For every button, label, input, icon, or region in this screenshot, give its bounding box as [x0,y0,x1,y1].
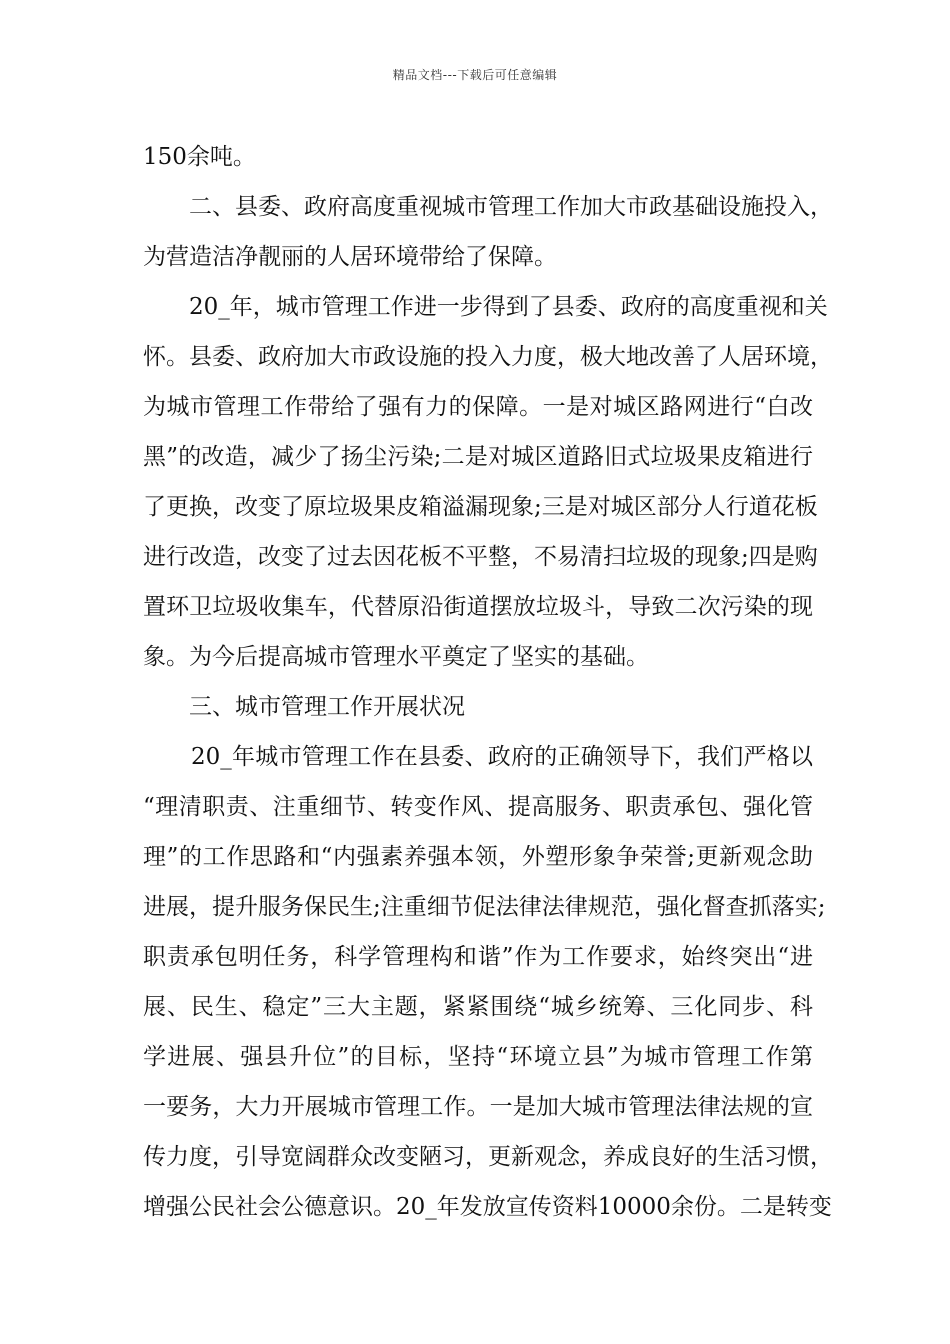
paragraph-line: 20_年城市管理工作在县委、政府的正确领导下，我们严格以 [191,744,813,770]
paragraph-line: 了更换，改变了原垃圾果皮箱溢漏现象;三是对城区部分人行道花板 [143,494,818,520]
paragraph-line: 150余吨。 [143,144,256,170]
paragraph-line: 理”的工作思路和“内强素养强本领，外塑形象争荣誉;更新观念助 [143,844,813,870]
paragraph-line: 传力度，引导宽阔群众改变陋习，更新观念，养成良好的生活习惯， [143,1144,833,1170]
paragraph-line: 学进展、强县升位”的目标，坚持“环境立县”为城市管理工作第 [143,1044,813,1070]
paragraph-line: 20_年，城市管理工作进一步得到了县委、政府的高度重视和关 [189,294,828,320]
paragraph-line: 黑”的改造，减少了扬尘污染;二是对城区道路旧式垃圾果皮箱进行 [143,444,813,470]
paragraph-line: 象。为今后提高城市管理水平奠定了坚实的基础。 [143,644,649,670]
paragraph-line: 为营造洁净靓丽的人居环境带给了保障。 [143,244,557,270]
document-body [143,132,833,1232]
paragraph-line: 增强公民社会公德意识。20_年发放宣传资料10000余份。二是转变 [143,1194,832,1220]
paragraph-line: 为城市管理工作带给了强有力的保障。一是对城区路网进行“白改 [143,394,813,420]
paragraph-line: 怀。县委、政府加大市政设施的投入力度，极大地改善了人居环境， [143,344,833,370]
paragraph-line: 一要务，大力开展城市管理工作。一是加大城市管理法律法规的宣 [143,1094,813,1120]
paragraph-line: 进行改造，改变了过去因花板不平整，不易清扫垃圾的现象;四是购 [143,544,818,570]
paragraph-line: 二、县委、政府高度重视城市管理工作加大市政基础设施投入， [189,194,833,220]
paragraph-line: 展、民生、稳定”三大主题，紧紧围绕“城乡统筹、三化同步、科 [143,994,813,1020]
paragraph-line: 职责承包明任务，科学管理构和谐”作为工作要求，始终突出“进 [143,944,813,970]
page-header: 精品文档---下载后可任意编辑 [392,68,558,82]
paragraph-line: 三、城市管理工作开展状况 [189,694,465,720]
paragraph-line: “理清职责、注重细节、转变作风、提高服务、职责承包、强化管 [143,794,813,820]
paragraph-line: 置环卫垃圾收集车，代替原沿街道摆放垃圾斗，导致二次污染的现 [143,594,813,620]
paragraph-line: 进展，提升服务保民生;注重细节促法律法律规范，强化督查抓落实; [143,894,826,920]
